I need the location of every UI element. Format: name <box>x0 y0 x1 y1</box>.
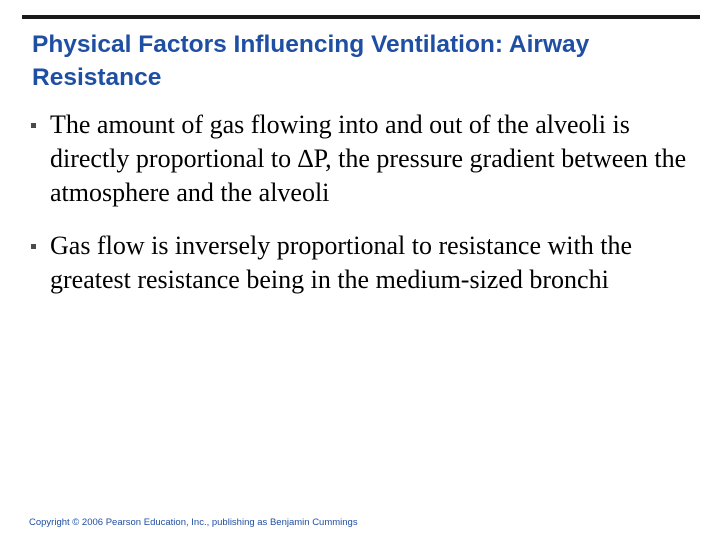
square-bullet-icon <box>31 244 36 249</box>
bullet-item-gas-flow-pressure <box>28 108 688 210</box>
bullet-text: The amount of gas flowing into and out of the alveoli is directly proportional to ∆P, the pressure gradient between the atmosphere and the alveoli <box>50 110 687 207</box>
bullet-list <box>28 108 688 316</box>
bullet-item-gas-flow-resistance <box>28 229 688 297</box>
square-bullet-icon <box>31 123 36 128</box>
top-divider <box>22 15 700 19</box>
copyright-footer: Copyright © 2006 Pearson Education, Inc., publishing as Benjamin Cummings <box>29 517 358 528</box>
bullet-text: Gas flow is inversely proportional to resistance with the greatest resistance being in the medium-sized bronchi <box>50 231 632 294</box>
slide-title: Physical Factors Influencing Ventilation: Airway Resistance <box>32 31 590 91</box>
